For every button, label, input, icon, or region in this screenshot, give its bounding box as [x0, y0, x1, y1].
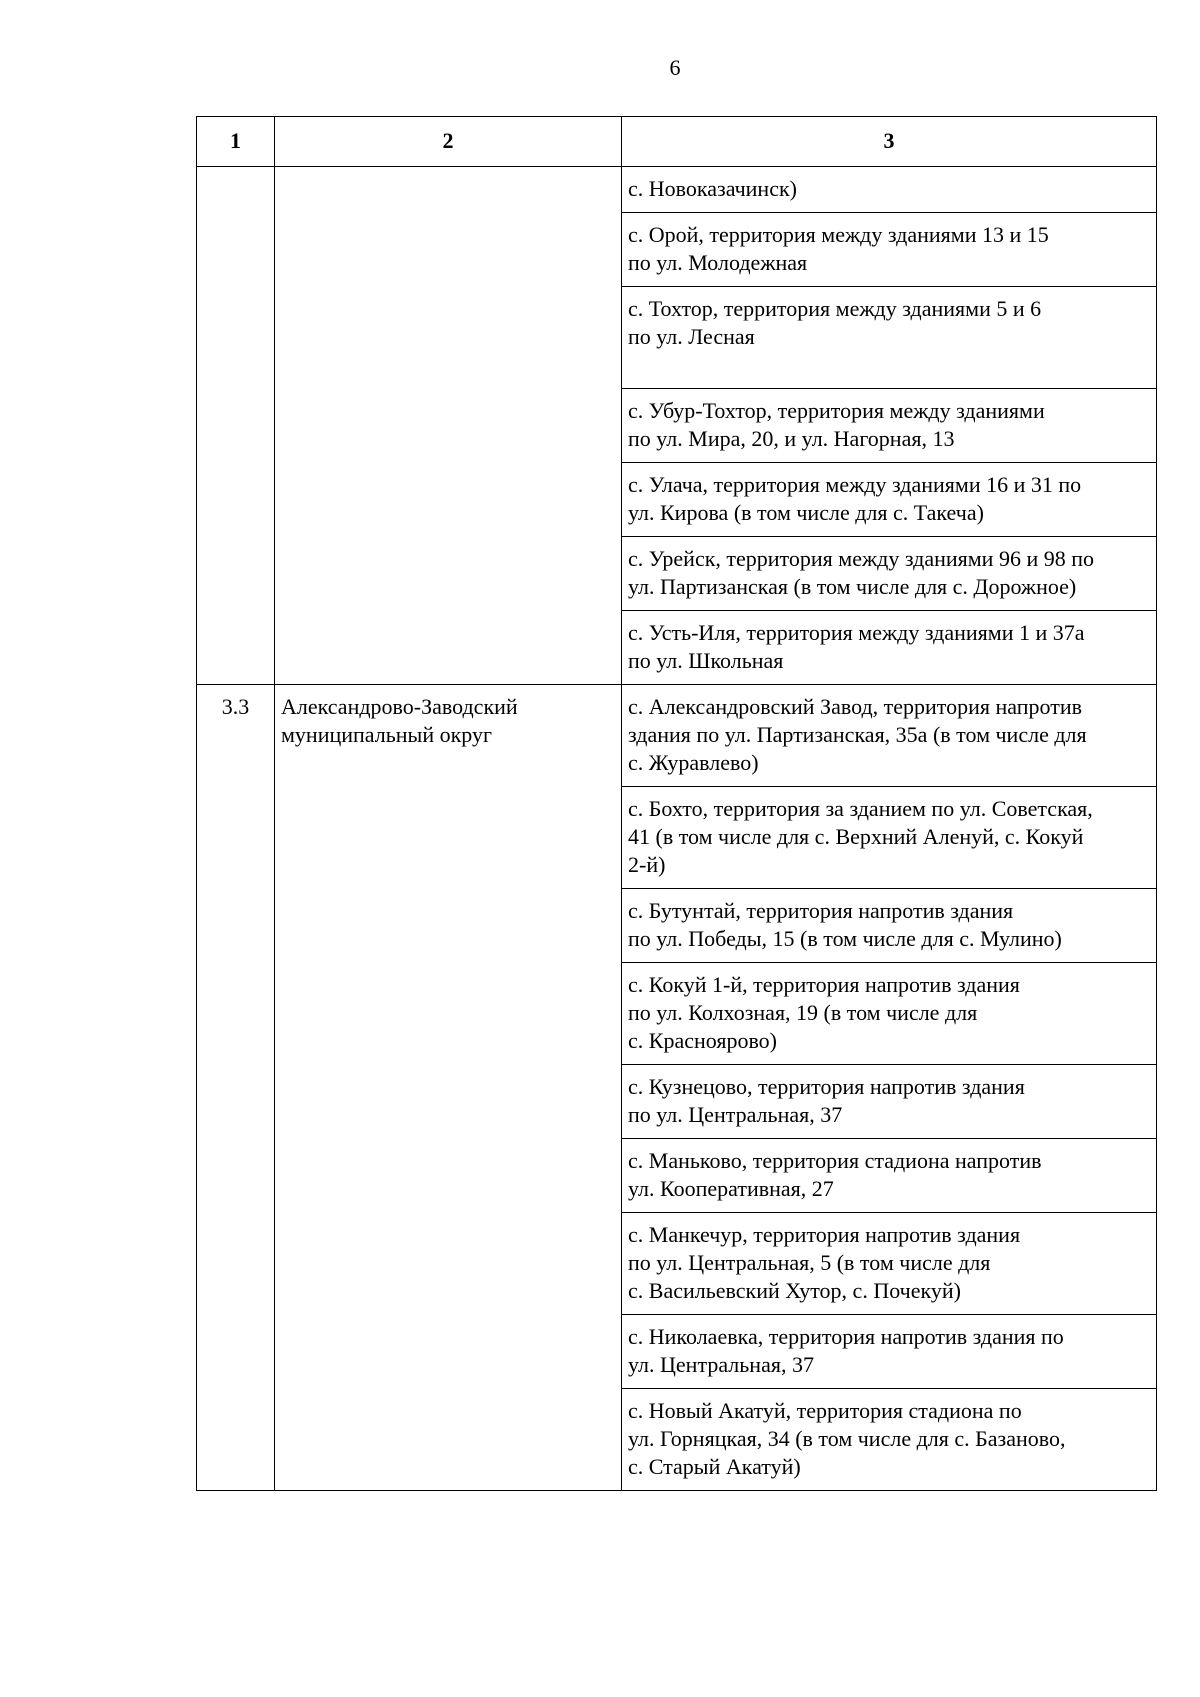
location-cell: с. Бохто, территория за зданием по ул. Советская, 41 (в том числе для с. Верхний Аленуй, с. Кокуй 2-й) — [622, 787, 1157, 889]
district-name-cell: Александрово-Заводский муниципальный округ — [275, 685, 622, 1491]
location-cell: с. Убур-Тохтор, территория между зданиями по ул. Мира, 20, и ул. Нагорная, 13 — [622, 389, 1157, 463]
column-header-1: 1 — [197, 117, 275, 167]
column-header-2: 2 — [275, 117, 622, 167]
location-cell: с. Усть-Иля, территория между зданиями 1 и 37а по ул. Школьная — [622, 611, 1157, 685]
page-number: 6 — [669, 55, 681, 80]
location-cell: с. Новый Акатуй, территория стадиона по ул. Горняцкая, 34 (в том числе для с. Базаново, с. Старый Акатуй) — [622, 1389, 1157, 1491]
section-number-cell: 3.3 — [197, 685, 275, 1491]
location-cell: с. Николаевка, территория напротив здания по ул. Центральная, 37 — [622, 1315, 1157, 1389]
continuation-district-cell — [275, 167, 622, 685]
table-header-row — [197, 117, 1157, 167]
table-row — [197, 685, 1157, 787]
location-cell: с. Александровский Завод, территория напротив здания по ул. Партизанская, 35а (в том числе для с. Журавлево) — [622, 685, 1157, 787]
location-cell: с. Урейск, территория между зданиями 96 и 98 по ул. Партизанская (в том числе для с. Дорожное) — [622, 537, 1157, 611]
location-cell: с. Маньково, территория стадиона напротив ул. Кооперативная, 27 — [622, 1139, 1157, 1213]
location-cell: с. Новоказачинск) — [622, 167, 1157, 213]
location-cell: с. Улача, территория между зданиями 16 и 31 по ул. Кирова (в том числе для с. Такеча) — [622, 463, 1157, 537]
location-cell: с. Бутунтай, территория напротив здания по ул. Победы, 15 (в том числе для с. Мулино) — [622, 889, 1157, 963]
location-cell: с. Орой, территория между зданиями 13 и 15 по ул. Молодежная — [622, 213, 1157, 287]
table-row — [197, 167, 1157, 213]
continuation-number-cell — [197, 167, 275, 685]
location-cell: с. Кузнецово, территория напротив здания по ул. Центральная, 37 — [622, 1065, 1157, 1139]
location-cell: с. Манкечур, территория напротив здания по ул. Центральная, 5 (в том числе для с. Васильевский Хутор, с. Почекуй) — [622, 1213, 1157, 1315]
location-cell: с. Кокуй 1-й, территория напротив здания по ул. Колхозная, 19 (в том числе для с. Красноярово) — [622, 963, 1157, 1065]
location-cell: с. Тохтор, территория между зданиями 5 и 6 по ул. Лесная — [622, 287, 1157, 389]
column-header-3: 3 — [622, 117, 1157, 167]
settlements-table — [196, 116, 1157, 1491]
